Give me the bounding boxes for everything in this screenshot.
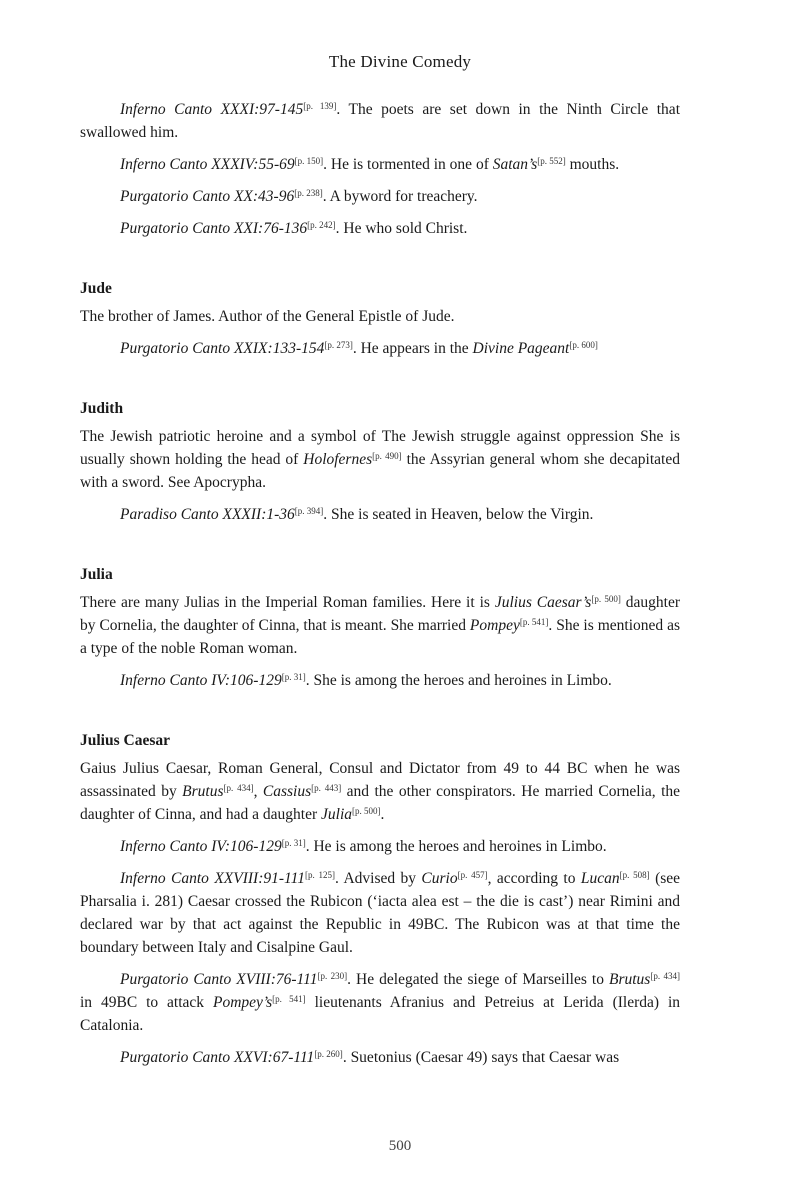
canto-reference (80, 669, 680, 692)
page-reference[interactable]: [p. 541] (519, 617, 549, 627)
italic-reference: Divine Pageant (472, 340, 570, 357)
entry-description (80, 757, 680, 826)
text-run: . He delegated the siege of Marseilles to (347, 971, 609, 988)
text-run: . He appears in the (352, 340, 473, 357)
page-reference[interactable]: [p. 434] (223, 783, 254, 793)
text-run: . She is among the heroes and heroines in Limbo. (305, 672, 612, 689)
italic-reference: Satan’s (492, 156, 538, 173)
page-number: 500 (388, 1138, 412, 1154)
italic-reference: Purgatorio Canto XXVI:67-111 (120, 1049, 315, 1066)
italic-reference: Julius Caesar’s (494, 594, 592, 611)
italic-reference: Pompey (469, 617, 520, 634)
text-run: , according to (487, 870, 581, 887)
page-reference[interactable]: [p. 434] (650, 971, 680, 981)
italic-reference: Purgatorio Canto XXIX:133-154 (120, 340, 325, 357)
canto-reference (80, 503, 680, 526)
text-run: . A byword for treachery. (322, 188, 478, 205)
text-run: There are many Julias in the Imperial Roman families. Here it is (80, 594, 495, 611)
canto-reference (80, 337, 680, 360)
text-run: . He who sold Christ. (335, 220, 468, 237)
glossary-entry (80, 98, 680, 240)
page-reference[interactable]: [p. 139] (303, 101, 337, 111)
canto-reference (80, 217, 680, 240)
italic-reference: Cassius (262, 783, 312, 800)
italic-reference: Brutus (609, 971, 651, 988)
italic-reference: Inferno Canto XXXIV:55-69 (120, 156, 295, 173)
text-run: lieutenants Afranius and Petreius at Lerida (Ilerda) in Catalonia. (80, 994, 681, 1034)
entry-description (80, 305, 680, 328)
text-run: . The poets are set down in the Ninth Circle that swallowed him. (80, 101, 680, 141)
italic-reference: Purgatorio Canto XVIII:76-111 (120, 971, 318, 988)
entry-title: Jude (80, 280, 112, 297)
page-reference[interactable]: [p. 230] (317, 971, 348, 981)
page-reference[interactable]: [p. 500] (591, 594, 621, 604)
text-run: (see Pharsalia i. 281) Caesar crossed the Rubicon (‘iacta alea est – the die is cast’) near Rimini and declared war by that act against the Republic in 49BC. The Rubicon was at that time the boundary between Italy and Cisalpine Gaul. (80, 870, 681, 956)
page-header-title: The Divine Comedy (328, 52, 472, 71)
page-reference[interactable]: [p. 457] (457, 870, 488, 880)
italic-reference: Curio (421, 870, 458, 887)
canto-reference (80, 835, 680, 858)
text-run: . He is tormented in one of (323, 156, 493, 173)
entry-description (80, 425, 680, 494)
text-run: . (380, 806, 385, 823)
canto-reference (80, 1046, 680, 1069)
page-reference[interactable]: [p. 31] (281, 838, 306, 848)
italic-reference: Inferno Canto IV:106-129 (120, 838, 282, 855)
canto-reference (80, 185, 680, 208)
text-run: The brother of James. Author of the General Epistle of Jude. (80, 308, 455, 325)
page-reference[interactable]: [p. 273] (324, 340, 353, 350)
entry-title: Judith (80, 400, 124, 417)
page-reference[interactable]: [p. 238] (294, 188, 323, 198)
canto-reference (80, 153, 680, 176)
page-reference[interactable]: [p. 31] (281, 672, 306, 682)
page-reference[interactable]: [p. 125] (305, 870, 336, 880)
page-reference[interactable]: [p. 508] (619, 870, 650, 880)
text-run: . He is among the heroes and heroines in Limbo. (305, 838, 607, 855)
page-reference[interactable]: [p. 242] (307, 220, 336, 230)
page-content (80, 98, 680, 1078)
italic-reference: Pompey’s (212, 994, 273, 1011)
text-run: , (253, 783, 263, 800)
entry-title: Julius Caesar (80, 732, 170, 749)
text-run: mouths. (565, 156, 620, 173)
italic-reference: Lucan (580, 870, 620, 887)
text-run: . Suetonius (Caesar 49) says that Caesar was (342, 1049, 620, 1066)
entry-title: Julia (80, 566, 113, 583)
entry-description (80, 591, 680, 660)
text-run: daughter by Cornelia, the daughter of Cinna, that is meant. She married (80, 594, 680, 634)
page-reference[interactable]: [p. 443] (311, 783, 342, 793)
italic-reference: Purgatorio Canto XXI:76-136 (120, 220, 308, 237)
text-run: The Jewish patriotic heroine and a symbol of The Jewish struggle against oppression She is usually shown holding the head of (80, 428, 680, 468)
italic-reference: Julia (321, 806, 353, 823)
glossary-entry (80, 729, 680, 1069)
text-run: . She is mentioned as a type of the noble Roman woman. (80, 617, 680, 657)
page-reference[interactable]: [p. 150] (294, 156, 324, 166)
italic-reference: Inferno Canto IV:106-129 (120, 672, 282, 689)
glossary-entry (80, 397, 680, 526)
italic-reference: Purgatorio Canto XX:43-96 (120, 188, 295, 205)
canto-reference (80, 867, 680, 959)
italic-reference: Paradiso Canto XXXII:1-36 (120, 506, 295, 523)
italic-reference: Holofernes (303, 451, 373, 468)
italic-reference: Inferno Canto XXVIII:91-111 (120, 870, 305, 887)
page-reference[interactable]: [p. 490] (372, 451, 402, 461)
text-run: . She is seated in Heaven, below the Virgin. (323, 506, 594, 523)
canto-reference (80, 968, 680, 1037)
page-reference[interactable]: [p. 600] (569, 340, 598, 350)
page-reference[interactable]: [p. 500] (352, 806, 381, 816)
text-run: in 49BC to attack (80, 994, 213, 1011)
text-run: the Assyrian general whom she decapitated with a sword. See Apocrypha. (80, 451, 680, 491)
glossary-entry (80, 277, 680, 360)
glossary-entry (80, 563, 680, 692)
page-reference[interactable]: [p. 260] (314, 1049, 343, 1059)
text-run: and the other conspirators. He married Cornelia, the daughter of Cinna, and had a daughter (80, 783, 681, 823)
text-run: . Advised by (335, 870, 422, 887)
page-reference[interactable]: [p. 394] (294, 506, 324, 516)
italic-reference: Brutus (182, 783, 224, 800)
canto-reference (80, 98, 680, 144)
page-reference[interactable]: [p. 541] (272, 994, 306, 1004)
page-reference[interactable]: [p. 552] (537, 156, 566, 166)
text-run: Gaius Julius Caesar, Roman General, Consul and Dictator from 49 to 44 BC when he was assassinated by (80, 760, 680, 800)
italic-reference: Inferno Canto XXXI:97-145 (120, 101, 304, 118)
